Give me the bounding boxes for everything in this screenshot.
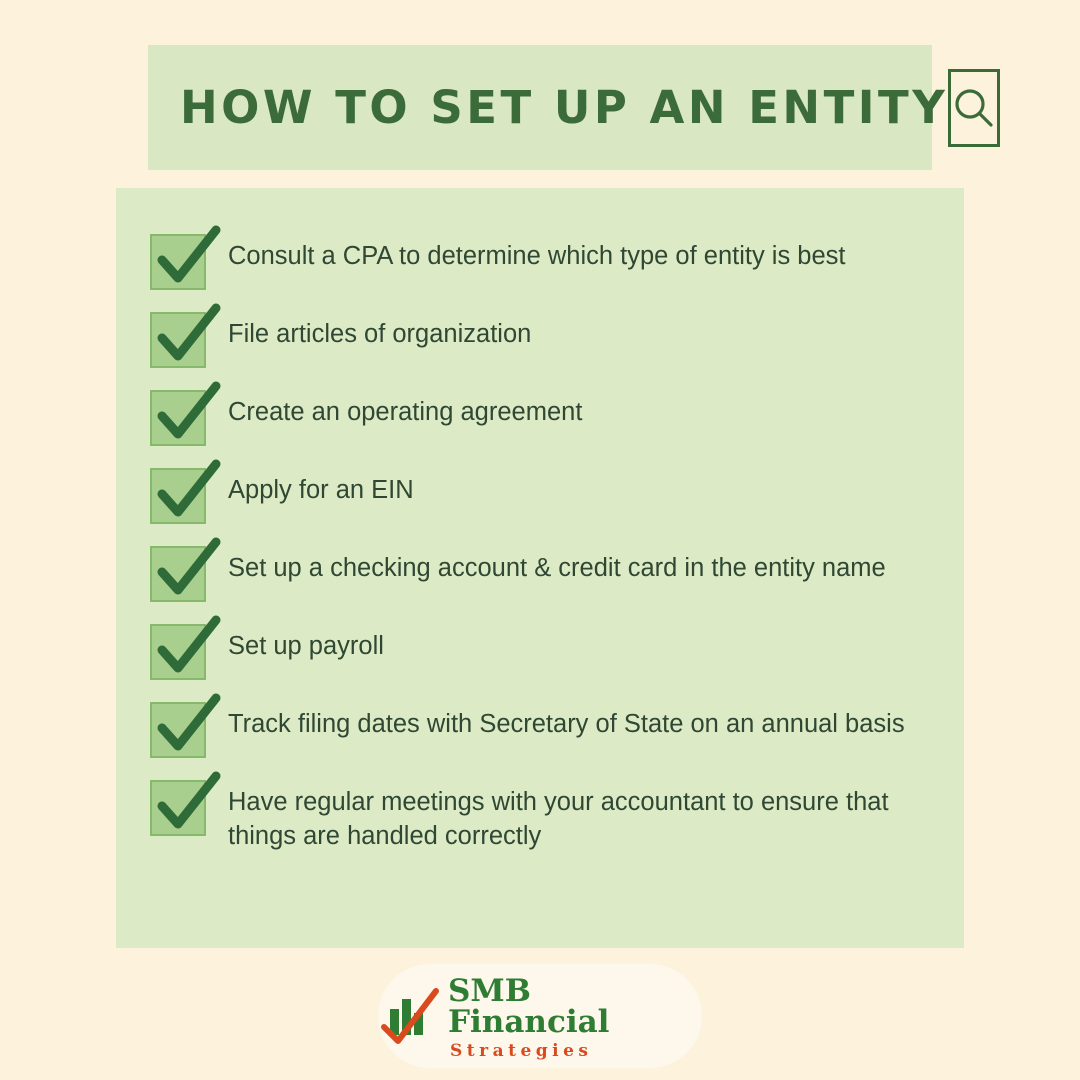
list-item[interactable]	[150, 702, 924, 758]
logo	[378, 964, 702, 1068]
check-icon	[150, 688, 226, 764]
check-icon	[150, 532, 226, 608]
list-item[interactable]	[150, 624, 924, 680]
list-item[interactable]	[150, 390, 924, 446]
logo-sub-text: Strategies	[450, 1041, 593, 1061]
page-title: HOW TO SET UP AN ENTITY	[180, 81, 949, 134]
check-icon	[150, 454, 226, 530]
checkbox-checked[interactable]	[150, 468, 206, 524]
check-icon	[150, 376, 226, 452]
list-item[interactable]	[150, 546, 924, 602]
check-icon	[150, 220, 226, 296]
check-icon	[150, 766, 226, 842]
search-button[interactable]	[948, 69, 1000, 147]
check-icon	[150, 610, 226, 686]
logo-main-text: SMB Financial	[448, 973, 610, 1040]
list-item[interactable]	[150, 312, 924, 368]
list-item-label: Create an operating agreement	[228, 398, 583, 426]
checkbox-checked[interactable]	[150, 702, 206, 758]
header-band	[148, 45, 949, 170]
checkbox-checked[interactable]	[150, 234, 206, 290]
list-item-label: Track filing dates with Secretary of State on an annual basis	[228, 710, 905, 738]
checkbox-checked[interactable]	[150, 312, 206, 368]
list-item-label: Have regular meetings with your accountant to ensure that things are handled correctly	[228, 788, 889, 850]
check-icon	[150, 298, 226, 374]
checklist-card	[116, 188, 964, 948]
checkbox-checked[interactable]	[150, 546, 206, 602]
list-item-label: File articles of organization	[228, 320, 532, 348]
bar-chart-checkmark-logo-icon	[378, 987, 440, 1049]
list-item[interactable]	[150, 468, 924, 524]
list-item[interactable]	[150, 780, 924, 853]
list-item-label: Set up payroll	[228, 632, 384, 660]
checkbox-checked[interactable]	[150, 780, 206, 836]
list-item-label: Apply for an EIN	[228, 476, 414, 504]
list-item-label: Consult a CPA to determine which type of entity is best	[228, 242, 846, 270]
list-item-label: Set up a checking account & credit card in the entity name	[228, 554, 886, 582]
checkbox-checked[interactable]	[150, 624, 206, 680]
logo-text	[448, 973, 702, 1061]
logo-inner	[378, 973, 702, 1061]
checklist	[150, 234, 924, 853]
search-icon	[951, 85, 997, 131]
checkbox-checked[interactable]	[150, 390, 206, 446]
list-item[interactable]	[150, 234, 924, 290]
